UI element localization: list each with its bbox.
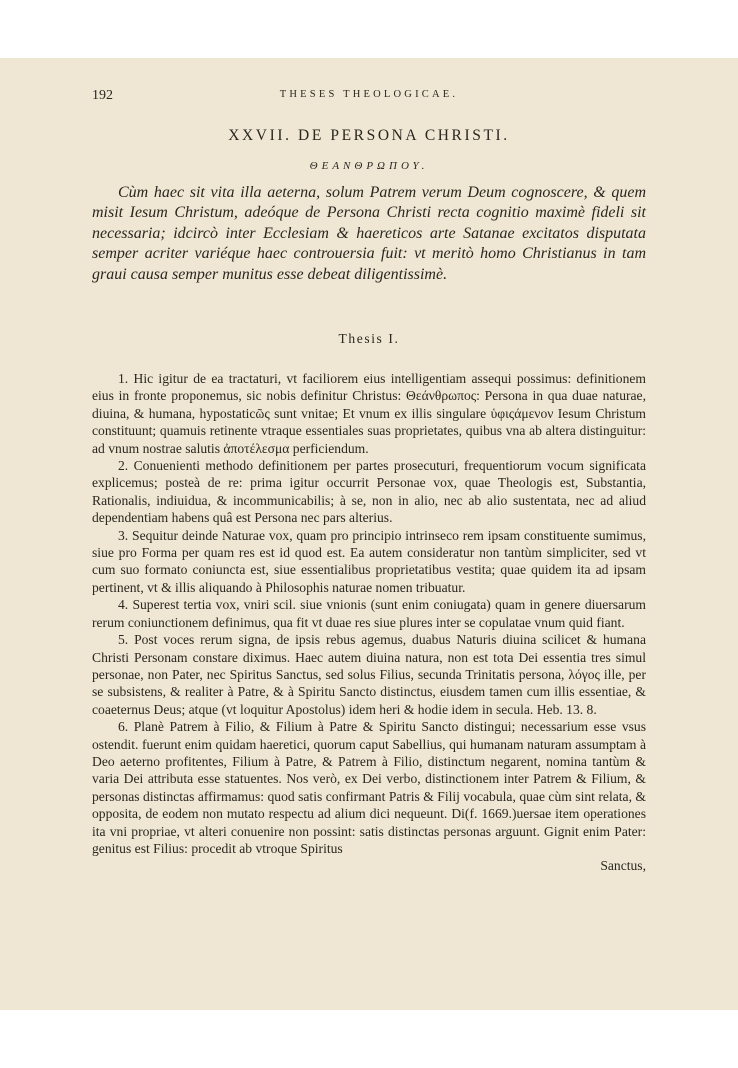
page-header [92, 88, 646, 106]
running-head: THESES THEOLOGICAE. [279, 89, 459, 100]
paragraph-3: 3. Sequitur deinde Naturae vox, quam pro principio intrinseco rem ipsam constituente sumimus, siue pro Forma per quam res est id quod est. Ea autem consideratur non tantùm simpliciter, sed vt cum suo formato coniuncta est, siue essentialibus proprietatibus vestita; quae quidem ita ad ipsam pertinent, vt & illis aliquando à Philosophis naturae nomen tribuatur. [92, 527, 646, 595]
greek-subtitle: ΘΕΑΝΘΡΩΠΟΥ. [309, 160, 429, 172]
paragraph-1: 1. Hic igitur de ea tractaturi, vt faciliorem eius intelligentiam assequi possimus: definitionem eius in fronte proponemus, sic nobis definitur Christus: Θεάνθρωπος: Persona in qua duae naturae, diuina, & humana, hypostaticῶς sunt vnitae; Et vnum ex illis singulare ὑφιςάμενον Iesum Christum constituunt; quamuis retinente vtraque essentiales suas proprietates, quibus vna ab altera distinguitur: ad vnum nostrae salutis ἀποτέλεσμα perficiendum. [92, 371, 646, 456]
preface-paragraph: Cùm haec sit vita illa aeterna, solum Patrem verum Deum cognoscere, & quem misit Iesum Christum, adeóque de Persona Christi recta cognitio maximè fideli sit necessaria; idcircò inter Ecclesiam & haereticos arte Satanae excitatos disputata semper acriter variéque haec controuersia fuit: vt meritò homo Christianus in tam graui causa semper munitus esse debeat diligentissimè. [92, 184, 646, 283]
catchword: Sanctus, [600, 858, 646, 874]
paragraph-6: 6. Planè Patrem à Filio, & Filium à Patre & Spiritu Sancto distingui; necessarium esse vsus ostendit. fuerunt enim quidam haeretici, quorum caput Sabellius, qui humanam naturam assumptam à Deo aeterno profitentes, Filium à Patre, & Patrem à Filio, distinctum negarent, nomina tantùm & varia Dei attributa esse statuentes. Nos verò, ex Dei verbo, distinctionem inter Patrem & Filium, & personas distinctas affirmamus: quod satis confirmant Patris & Filij vocabula, quae cùm sint relata, & opposita, de eodem non mutato respectu ad alium dici nequeunt. Di(f. 1669.)uersae item operationes ita vni propriae, vt alteri conuenire non possint: satis distinctas personas arguunt. Gignit enim Pater: genitus est Filius: procedit ab vtroque Spiritus [92, 719, 646, 856]
chapter-title: XXVII. DE PERSONA CHRISTI. [228, 127, 510, 144]
thesis-body [92, 370, 646, 875]
paragraph-4: 4. Superest tertia vox, vniri scil. siue vnionis (sunt enim coniugata) quam in genere diuersarum rerum coniunctionem definimus, qua fit vt duae res siue plures inter se copulatae vnum quid fiant. [92, 597, 646, 630]
page-number: 192 [92, 88, 113, 103]
thesis-heading: Thesis I. [338, 331, 400, 346]
paragraph-2: 2. Conuenienti methodo definitionem per partes prosecuturi, frequentiorum vocum significata explicemus; posteà de re: prima igitur occurrit Personae vox, quae Theologis est, Substantia, Rationalis, indiuidua, & incommunicabilis; à se, non in alio, nec ab alio sustentata, nec ad aliud dependentiam habens quâ est Persona nec pars alterius. [92, 458, 646, 526]
paragraph-5: 5. Post voces rerum signa, de ipsis rebus agemus, duabus Naturis diuina scilicet & humana Christi Personam constare diximus. Haec autem diuina natura, non est tota Dei essentia tres simul personae, non Pater, nec Spiritus Sanctus, sed solus Filius, secunda Trinitatis persona, λόγος ille, per se subsistens, & realiter à Patre, & à Spiritu Sancto distinctus, eiusdem tamen cum illis essentiae, & coaeternus Deus; atque (vt loquitur Apostolus) idem heri & hodie idem in secula. Heb. 13. 8. [92, 632, 646, 717]
